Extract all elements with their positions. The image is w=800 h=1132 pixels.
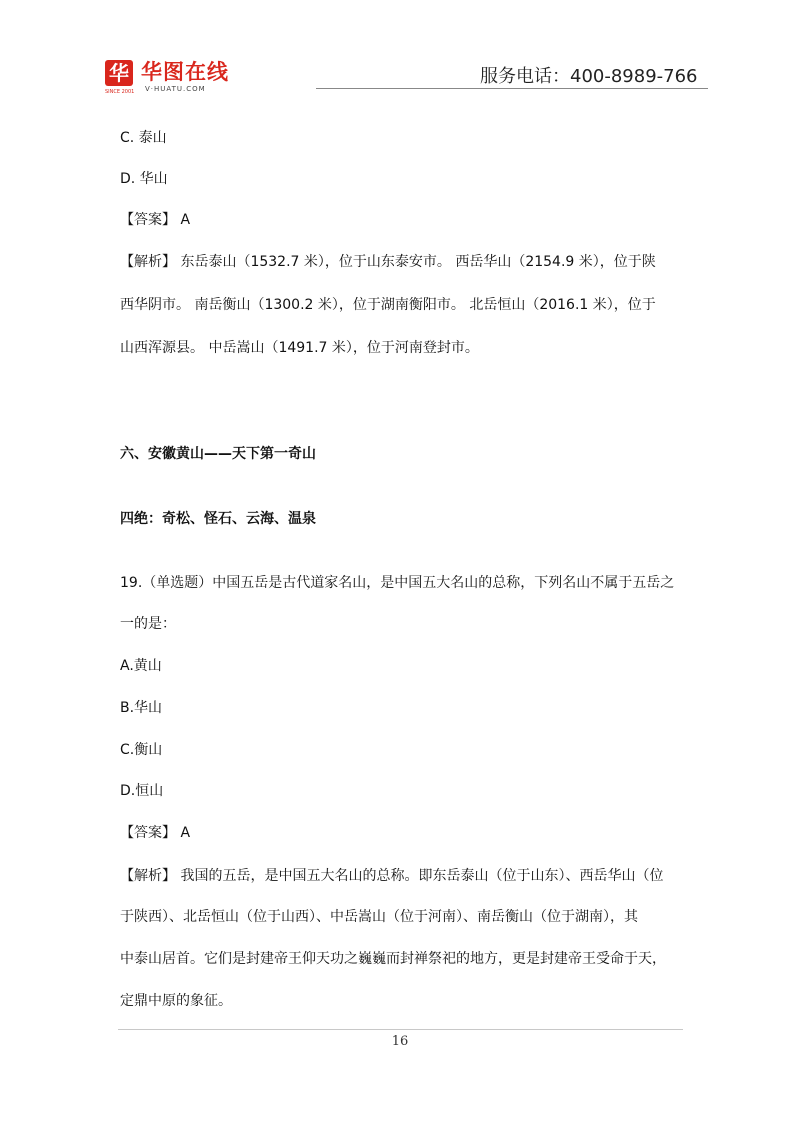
q19-answer: 【答案】 A (120, 825, 191, 841)
q19-analysis-line: 定鼎中原的象征。 (120, 993, 232, 1009)
q18-analysis-line: 西华阴市。 南岳衡山（1300.2 米），位于湖南衡阳市。 北岳恒山（2016.1 米），位于 (120, 297, 656, 313)
logo-mark-icon: 华 (105, 60, 133, 86)
huatu-logo (105, 58, 265, 98)
q18-analysis-line: 【解析】 东岳泰山（1532.7 米），位于山东泰安市。 西岳华山（2154.9 米），位于陕 (120, 254, 656, 270)
section-subtitle: 四绝：奇松、怪石、云海、温泉 (120, 511, 316, 527)
q18-option-c: C. 泰山 (120, 130, 167, 146)
header-divider (316, 88, 708, 89)
q19-analysis-line: 于陕西）、北岳恒山（位于山西）、中岳嵩山（位于河南）、南岳衡山（位于湖南），其 (120, 909, 638, 925)
q18-analysis-line: 山西浑源县。 中岳嵩山（1491.7 米），位于河南登封市。 (120, 340, 479, 356)
logo-text: 华图在线 (141, 60, 229, 84)
q19-option-d: D.恒山 (120, 783, 164, 799)
q18-option-d: D. 华山 (120, 171, 168, 187)
page-number: 16 (391, 1034, 409, 1049)
service-hotline: 服务电话：400-8989-766 (480, 66, 698, 87)
q19-stem-line: 一的是： (120, 616, 176, 632)
logo-url: V·HUATU.COM (145, 85, 206, 93)
q19-option-a: A.黄山 (120, 658, 162, 674)
q18-answer: 【答案】 A (120, 212, 191, 228)
q19-analysis-line: 【解析】 我国的五岳，是中国五大名山的总称。即东岳泰山（位于山东）、西岳华山（位 (120, 868, 664, 884)
q19-option-b: B.华山 (120, 700, 163, 716)
footer-divider (118, 1029, 683, 1030)
section-title: 六、安徽黄山——天下第一奇山 (120, 446, 316, 462)
q19-option-c: C.衡山 (120, 742, 163, 758)
q19-stem-line: 19.（单选题）中国五岳是古代道家名山，是中国五大名山的总称，下列名山不属于五岳之 (120, 575, 675, 591)
q19-analysis-line: 中泰山居首。它们是封建帝王仰天功之巍巍而封禅祭祀的地方，更是封建帝王受命于天， (120, 951, 666, 967)
logo-since: SINCE 2001 (105, 89, 135, 95)
